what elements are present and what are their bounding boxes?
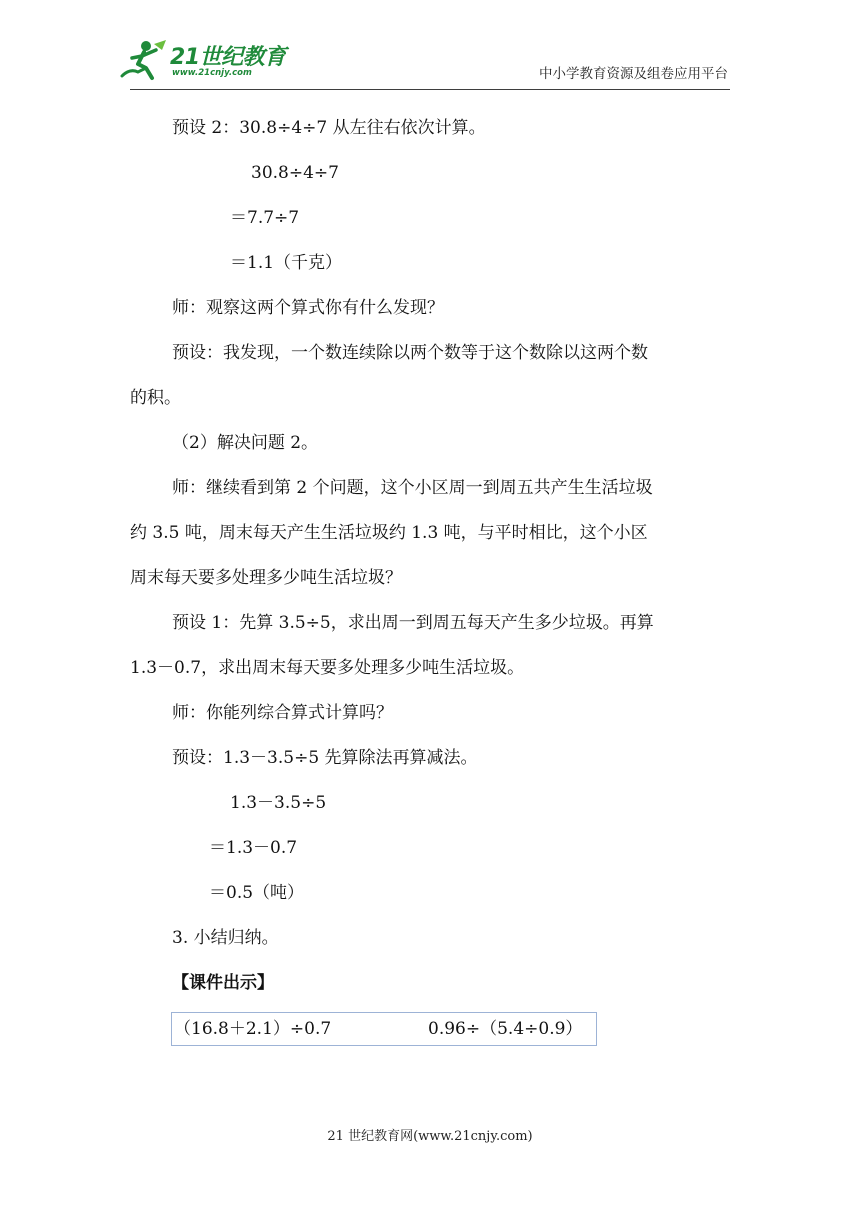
text-line: 预设 1：先算 3.5÷5，求出周一到周五每天产生多少垃圾。再算 <box>172 613 654 633</box>
header-tagline: 中小学教育资源及组卷应用平台 <box>539 66 728 82</box>
courseware-label: 【课件出示】 <box>172 973 274 993</box>
text-line: 预设：1.3－3.5÷5 先算除法再算减法。 <box>172 748 478 768</box>
logo-text: 21世纪教育 <box>170 45 286 70</box>
text-line: 师：观察这两个算式你有什么发现？ <box>172 298 444 318</box>
text-line: 师：继续看到第 2 个问题，这个小区周一到周五共产生生活垃圾 <box>172 478 653 498</box>
text-line: 的积。 <box>130 388 181 408</box>
page-footer: 21 世纪教育网(www.21cnjy.com) <box>327 1129 533 1144</box>
running-figure-icon <box>116 38 168 82</box>
exercise-expression: （16.8＋2.1）÷0.7 <box>174 1019 332 1039</box>
text-line: 约 3.5 吨，周末每天产生生活垃圾约 1.3 吨，与平时相比，这个小区 <box>130 523 648 543</box>
section-heading: 3. 小结归纳。 <box>172 928 279 948</box>
text-line: 预设 2：30.8÷4÷7 从左往右依次计算。 <box>172 118 486 138</box>
equation-line: ＝1.3－0.7 <box>209 838 298 858</box>
text-line: 预设：我发现，一个数连续除以两个数等于这个数除以这两个数 <box>172 343 648 363</box>
page-header <box>0 0 860 96</box>
exercise-box <box>171 1012 597 1046</box>
text-line: 1.3－0.7，求出周末每天要多处理多少吨生活垃圾。 <box>130 658 525 678</box>
exercise-expression: 0.96÷（5.4÷0.9） <box>428 1019 583 1039</box>
equation-line: ＝0.5（吨） <box>209 883 305 903</box>
logo <box>116 38 286 86</box>
section-heading: （2）解决问题 2。 <box>172 433 319 453</box>
text-line: 师：你能列综合算式计算吗？ <box>172 703 393 723</box>
equation-line: 30.8÷4÷7 <box>251 163 339 183</box>
equation-line: ＝7.7÷7 <box>230 208 300 228</box>
logo-url: www.21cnjy.com <box>172 68 252 78</box>
text-line: 周末每天要多处理多少吨生活垃圾？ <box>130 568 402 588</box>
header-divider <box>130 89 730 90</box>
equation-line: 1.3－3.5÷5 <box>230 793 327 813</box>
equation-line: ＝1.1（千克） <box>230 253 343 273</box>
